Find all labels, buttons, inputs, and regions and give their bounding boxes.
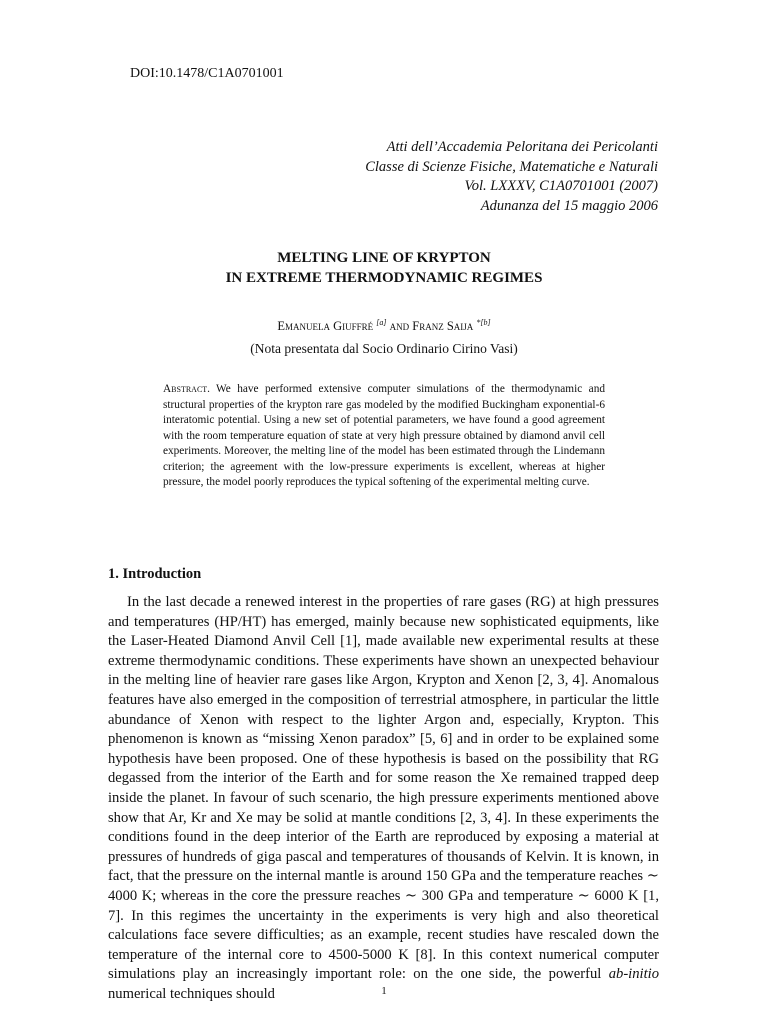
abstract: [163, 382, 605, 491]
section-heading: 1. Introduction: [108, 566, 202, 582]
authors: [0, 318, 768, 334]
body-paragraph: [108, 593, 659, 1004]
title-line-2: IN EXTREME THERMODYNAMIC REGIMES: [225, 270, 543, 286]
paper-title: [0, 248, 768, 288]
journal-volume: Vol. LXXXV, C1A0701001 (2007): [464, 178, 658, 194]
author-1: Emanuela Giuffré: [277, 319, 374, 334]
author-2: Franz Saija: [412, 319, 474, 334]
journal-info: [365, 138, 658, 216]
page-number: 1: [381, 985, 387, 997]
abstract-text: We have performed extensive computer simulations of the thermodynamic and structural properties of the krypton rare gas modeled by the modified Buckingham exponential-6 interatomic potential. Using a new set of potential parameters, we have found a good agreement with the room temperature equation of state at very high pressure obtained by diamond anvil cell experiments. Moreover, the melting line of the model has been estimated through the Lindemann criterion; the agreement with the low-pressure experiments is excellent, whereas at higher pressure, the model poorly reproduces the typical softening of the experimental melting curve.: [163, 383, 605, 488]
presentation-note: (Nota presentata dal Socio Ordinario Cirino Vasi): [250, 341, 518, 356]
body-text-part-2: numerical techniques should: [108, 985, 275, 1002]
abstract-label: Abstract.: [163, 383, 210, 395]
journal-name: Atti dell’Accademia Peloritana dei Pericolanti: [386, 139, 658, 155]
author-2-affiliation: *[b]: [476, 318, 491, 327]
body-text-part-1: In the last decade a renewed interest in the properties of rare gases (RG) at high pressures and temperatures (HP/HT) has emerged, mainly because new sophisticated equipments, like the Laser-Heated Diamond Anvil Cell [1], made available new experimental results at these extreme thermodynamic conditions. These experiments have shown an unexpected behaviour in the melting line of heavier rare gases like Argon, Krypton and Xenon [2, 3, 4]. Anomalous features have also emerged in the composition of terrestrial atmosphere, in particular the little abundance of Xenon with respect to the lighter Argon and, especially, Krypton. This phenomenon is known as “missing Xenon paradox” [5, 6] and in order to be explained some hypothesis have been proposed. One of these hypothesis is based on the possibility that RG degassed from the interior of the Earth and for some reason the Xe remained trapped deep inside the planet. In favour of such scenario, the high pressure experiments mentioned above show that Ar, Kr and Xe may be solid at mantle conditions [2, 3, 4]. In these experiments the conditions found in the deep interior of the Earth are reproduced by exposing a material at pressures of hundreds of giga pascal and temperatures of thousands of Kelvin. It is known, in fact, that the pressure on the internal mantle is around 150 GPa and the temperature reaches ∼ 4000 K; whereas in the core the pressure reaches ∼ 300 GPa and temperature ∼ 6000 K [1, 7]. In this regimes the uncertainty in the experiments is very high and also theoretical calculations face severe difficulties; as an example, recent studies have rescaled down the temperature of the internal core to 4500-5000 K [8]. In this context numerical computer simulations play an increasingly important role: on the one side, the powerful: [108, 594, 659, 983]
journal-class: Classe di Scienze Fisiche, Matematiche e Naturali: [365, 158, 658, 175]
journal-meeting-date: Adunanza del 15 maggio 2006: [480, 197, 658, 214]
author-conjunction: and: [389, 319, 410, 334]
title-line-1: MELTING LINE OF KRYPTON: [277, 250, 491, 266]
doi: DOI:10.1478/C1A0701001: [130, 66, 284, 81]
author-1-affiliation: [a]: [376, 318, 387, 327]
body-text-italic: ab-initio: [608, 966, 659, 983]
